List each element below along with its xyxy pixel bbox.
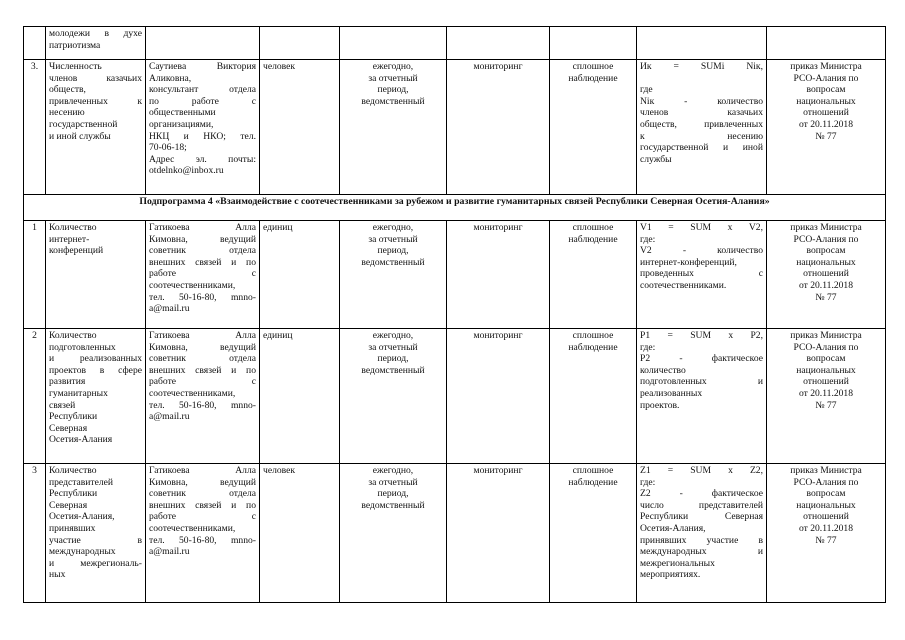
indicators-table (23, 26, 886, 603)
name-line: Количество (49, 222, 97, 233)
coverage-line: наблюдение (568, 476, 618, 488)
formula-line: где: (640, 341, 656, 353)
cell-formula (637, 27, 767, 60)
freq-line: ведомственный (361, 364, 425, 376)
freq-line: ежегодно, (372, 61, 414, 72)
basis-line: № 77 (815, 291, 837, 303)
cell-unit (260, 60, 340, 195)
cell-num (24, 27, 46, 60)
name-line: государственной (49, 118, 118, 130)
responsible-line: НКЦ и НКО; тел. (149, 130, 256, 142)
name-line: и реализованных (49, 353, 142, 365)
cell-name (46, 221, 146, 329)
name-line: Республики (49, 488, 98, 500)
freq-line: за отчетный (368, 233, 418, 245)
freq-line: ежегодно, (372, 330, 414, 341)
responsible-line: otdelnko@inbox.ru (149, 165, 224, 177)
freq-line: ведомственный (361, 499, 425, 511)
basis-line: вопросам (806, 488, 846, 500)
cell-name (46, 27, 146, 60)
formula-line: где (640, 84, 653, 96)
name-line: проектов в сфере (49, 364, 142, 376)
formula-line: Z1 = SUM x Z2, (640, 465, 763, 476)
formula-line: количество (640, 364, 686, 376)
responsible-line: a@mail.ru (149, 411, 190, 423)
basis-line: приказ Министра (790, 465, 862, 476)
responsible-line: Кимовна, ведущий (149, 476, 256, 488)
num-text: 2 (32, 330, 37, 341)
name-line: ных (49, 569, 66, 581)
name-line: конференций (49, 245, 104, 257)
cell-basis (767, 27, 886, 60)
name-line: связей (49, 399, 76, 411)
name-line: гуманитарных (49, 387, 108, 399)
coverage-line: наблюдение (568, 72, 618, 84)
cell-unit (260, 221, 340, 329)
responsible-line: внешних связей и по (149, 364, 256, 376)
responsible-line: внешних связей и по (149, 256, 256, 268)
unit-text: единиц (263, 330, 293, 341)
cell-unit (260, 27, 340, 60)
name-line: представителей (49, 476, 114, 488)
coverage-line: наблюдение (568, 341, 618, 353)
cell-responsible (146, 27, 260, 60)
basis-line: национальных (796, 499, 856, 511)
responsible-line: тел. 50-16-80, mnno- (149, 291, 256, 303)
name-line: и межрегиональ- (49, 557, 142, 569)
formula-line: P1 = SUM x P2, (640, 330, 763, 341)
table-row (24, 221, 886, 329)
cell-num (24, 464, 46, 603)
cell-coverage (550, 60, 637, 195)
name-line: Количество (49, 465, 97, 476)
basis-line: национальных (796, 256, 856, 268)
cell-formula (637, 60, 767, 195)
unit-text: человек (263, 61, 296, 72)
basis-line: от 20.11.2018 (798, 279, 854, 291)
responsible-line: Гатикоева Алла (149, 222, 256, 233)
responsible-line: работе с (149, 268, 256, 280)
formula-line: государственной и иной (640, 142, 763, 154)
unit-text: единиц (263, 222, 293, 233)
responsible-line: Адрес эл. почты: (149, 153, 256, 165)
num-text: 1 (32, 222, 37, 233)
formula-line: где: (640, 233, 656, 245)
name-line: интернет- (49, 233, 90, 245)
cell-method (447, 221, 550, 329)
name-line: Северная (49, 422, 88, 434)
unit-text: человек (263, 465, 296, 476)
name-line: участие в (49, 534, 142, 546)
name-line: обществ, (49, 84, 86, 96)
freq-line: период, (377, 488, 409, 500)
freq-line: период, (377, 84, 409, 96)
basis-line: отношений (803, 268, 849, 280)
basis-line: вопросам (806, 245, 846, 257)
formula-line: принявших участие в (640, 534, 763, 546)
responsible-line: тел. 50-16-80, mnno- (149, 399, 256, 411)
unit-text (263, 28, 265, 39)
name-line: Северная (49, 499, 88, 511)
cell-coverage (550, 27, 637, 60)
formula-line: Niк - количество (640, 95, 763, 107)
freq-line: ежегодно, (372, 465, 414, 476)
formula-line: P2 - фактическое (640, 353, 763, 365)
responsible-line: соотечественниками, (149, 522, 236, 534)
cell-formula (637, 464, 767, 603)
formula-line: V1 = SUM x V2, (640, 222, 763, 233)
responsible-line: 70-06-18; (149, 142, 187, 154)
basis-line: национальных (796, 364, 856, 376)
name-line: Осетия-Алания (49, 434, 113, 446)
table-row (24, 464, 886, 603)
freq-line: за отчетный (368, 341, 418, 353)
cell-coverage (550, 329, 637, 464)
subprogram-title: Подпрограмма 4 «Взаимодействие с соотечественниками за рубежом и развитие гуманитарных связей Республики Северная Осетия-Алания» (24, 195, 886, 221)
method-text: мониторинг (473, 465, 523, 476)
responsible-line: Кимовна, ведущий (149, 341, 256, 353)
coverage-line: сплошное (572, 330, 614, 341)
name-line: подготовленных (49, 341, 116, 353)
responsible-line: Кимовна, ведущий (149, 233, 256, 245)
formula-line (640, 73, 763, 85)
cell-method (447, 60, 550, 195)
formula-line: службы (640, 153, 672, 165)
cell-name (46, 329, 146, 464)
basis-line: приказ Министра (790, 61, 862, 72)
method-text: мониторинг (473, 222, 523, 233)
subprogram-row (24, 195, 886, 221)
name-line: молодежи в духе (49, 28, 142, 39)
name-line: членов казачьих (49, 72, 142, 84)
responsible-line: консультант отдела (149, 84, 256, 96)
cell-responsible (146, 329, 260, 464)
cell-unit (260, 464, 340, 603)
responsible-line: Гатикоева Алла (149, 330, 256, 341)
basis-line: отношений (803, 511, 849, 523)
cell-formula (637, 329, 767, 464)
method-text (497, 28, 499, 39)
cell-num (24, 60, 46, 195)
basis-line: РСО-Алания по (793, 476, 859, 488)
cell-formula (637, 221, 767, 329)
responsible-line: a@mail.ru (149, 303, 190, 315)
formula-line: членов казачьих (640, 107, 763, 119)
name-line: и иной службы (49, 130, 111, 142)
cell-num (24, 221, 46, 329)
cell-unit (260, 329, 340, 464)
freq-line: период, (377, 353, 409, 365)
coverage-line: наблюдение (568, 233, 618, 245)
basis-line: приказ Министра (790, 330, 862, 341)
name-line: развития (49, 376, 86, 388)
coverage-line: сплошное (572, 61, 614, 72)
cell-name (46, 464, 146, 603)
basis-line: № 77 (815, 534, 837, 546)
basis-line: РСО-Алания по (793, 72, 859, 84)
formula-line: к несению (640, 130, 763, 142)
formula-line: число представителей (640, 499, 763, 511)
table-row (24, 329, 886, 464)
formula-line: реализованных (640, 387, 703, 399)
name-line: Осетия-Алания, (49, 511, 115, 523)
responsible-line: Аликовна, (149, 72, 192, 84)
responsible-line: по работе с (149, 95, 256, 107)
responsible-line: Гатикоева Алла (149, 465, 256, 476)
formula-line: подготовленных и (640, 376, 763, 388)
formula-line: Z2 - фактическое (640, 488, 763, 500)
coverage-line: сплошное (572, 465, 614, 476)
table-row (24, 60, 886, 195)
formula-line: интернет-конференций, (640, 256, 737, 268)
formula-line: Ик = SUMi Niк, (640, 61, 763, 72)
responsible-line: тел. 50-16-80, mnno- (149, 534, 256, 546)
formula-line: межрегиональных (640, 557, 715, 569)
responsible-line: внешних связей и по (149, 499, 256, 511)
responsible-line: советник отдела (149, 245, 256, 257)
cell-num (24, 329, 46, 464)
coverage-line: сплошное (572, 222, 614, 233)
responsible-line: советник отдела (149, 488, 256, 500)
basis-line: от 20.11.2018 (798, 522, 854, 534)
basis-line: от 20.11.2018 (798, 118, 854, 130)
formula-line: мероприятиях. (640, 569, 701, 581)
cell-responsible (146, 221, 260, 329)
basis-line: отношений (803, 107, 849, 119)
name-line: Количество (49, 330, 97, 341)
freq-line: ведомственный (361, 95, 425, 107)
responsible-line: a@mail.ru (149, 546, 190, 558)
responsible-line: соотечественниками, (149, 387, 236, 399)
basis-line: РСО-Алания по (793, 233, 859, 245)
cell-basis (767, 60, 886, 195)
cell-responsible (146, 464, 260, 603)
num-text: 3. (30, 61, 39, 72)
basis-line: № 77 (815, 399, 837, 411)
method-text: мониторинг (473, 61, 523, 72)
basis-line: РСО-Алания по (793, 341, 859, 353)
formula-line: соотечественниками. (640, 279, 727, 291)
formula-line: проведенных с (640, 268, 763, 280)
formula-line: V2 - количество (640, 245, 763, 257)
basis-line: национальных (796, 95, 856, 107)
formula-line: проектов. (640, 399, 680, 411)
responsible-line: советник отдела (149, 353, 256, 365)
formula-line: Республики Северная (640, 511, 763, 523)
cell-name (46, 60, 146, 195)
basis-line: отношений (803, 376, 849, 388)
name-line: несению (49, 107, 85, 119)
name-line: патриотизма (49, 39, 101, 51)
responsible-line: работе с (149, 376, 256, 388)
formula-line: где: (640, 476, 656, 488)
basis-line: вопросам (806, 353, 846, 365)
name-line: Республики (49, 411, 98, 423)
basis-line: приказ Министра (790, 222, 862, 233)
formula-line: международных и (640, 546, 763, 558)
responsible-line: Саутиева Виктория (149, 61, 256, 72)
method-text: мониторинг (473, 330, 523, 341)
cell-freq (340, 60, 447, 195)
num-text: 3 (32, 465, 37, 476)
cell-basis (767, 329, 886, 464)
cell-method (447, 464, 550, 603)
cell-freq (340, 464, 447, 603)
cell-method (447, 27, 550, 60)
table-row (24, 27, 886, 60)
responsible-line: организациями, (149, 118, 214, 130)
basis-line: № 77 (815, 130, 837, 142)
cell-freq (340, 221, 447, 329)
name-line: международных (49, 546, 116, 558)
responsible-line: общественными (149, 107, 216, 119)
name-line: привлеченных к (49, 95, 142, 107)
formula-line: обществ, привлеченных (640, 118, 763, 130)
cell-coverage (550, 221, 637, 329)
freq-line: период, (377, 245, 409, 257)
num-text (33, 28, 35, 39)
responsible-line: соотечественниками, (149, 279, 236, 291)
cell-coverage (550, 464, 637, 603)
cell-basis (767, 464, 886, 603)
cell-basis (767, 221, 886, 329)
cell-freq (340, 27, 447, 60)
cell-responsible (146, 60, 260, 195)
basis-line: вопросам (806, 84, 846, 96)
cell-method (447, 329, 550, 464)
cell-freq (340, 329, 447, 464)
name-line: принявших (49, 522, 96, 534)
name-line: Численность (49, 61, 102, 72)
freq-line: за отчетный (368, 72, 418, 84)
formula-line: Осетия-Алания, (640, 522, 706, 534)
basis-line: от 20.11.2018 (798, 387, 854, 399)
freq-line: за отчетный (368, 476, 418, 488)
freq-line: ежегодно, (372, 222, 414, 233)
responsible-line: работе с (149, 511, 256, 523)
freq-line: ведомственный (361, 256, 425, 268)
